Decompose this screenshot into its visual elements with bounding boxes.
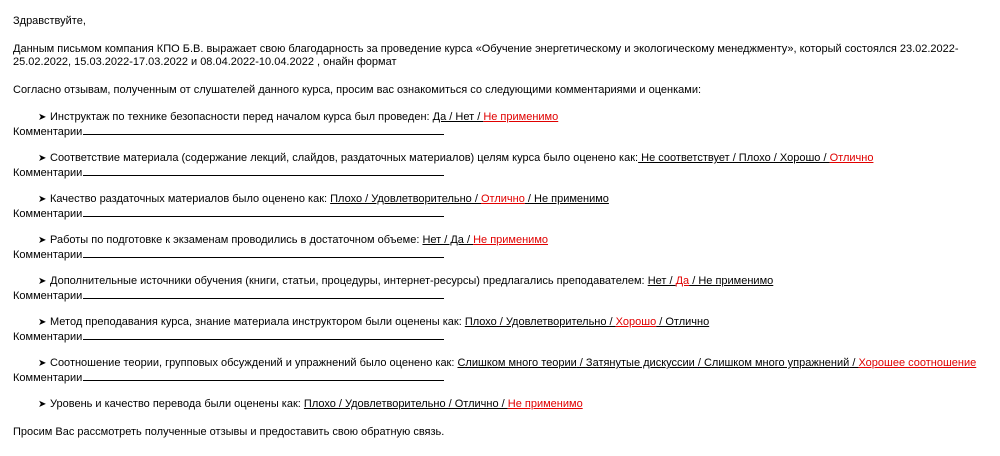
question-text: Инструктаж по технике безопасности перед началом курса был проведен: [50, 111, 433, 123]
feedback-question-5 [38, 275, 773, 288]
feedback-question-2 [38, 152, 873, 165]
comment-label: Комментарии [13, 208, 83, 220]
comment-blank-line [83, 165, 444, 176]
arrow-bullet-icon: ➤ [38, 235, 47, 246]
comment-row-5 [13, 288, 444, 303]
selected-answer: Хорошо [615, 316, 657, 328]
question-text: Соответствие материала (содержание лекций, слайдов, раздаточных материалов) целям курса было оценено как: [50, 152, 639, 164]
comment-row-4 [13, 247, 444, 262]
comment-blank-line [83, 288, 444, 299]
feedback-question-4 [38, 234, 548, 247]
intro-line-1: Данным письмом компания КПО Б.В. выражает свою благодарность за проведение курса «Обучение энергетическому и экологическому менеджменту», который состоялся 23.02.2022- [13, 43, 959, 55]
selected-answer: Не применимо [473, 234, 549, 246]
answer-options: Затянутые дискуссии / Слишком много упражнений [585, 357, 850, 369]
feedback-question-7 [38, 357, 976, 370]
answer-options: / [576, 357, 586, 369]
answer-options: / Не применимо [524, 193, 609, 205]
comment-blank-line [83, 370, 444, 381]
comment-blank-line [83, 124, 444, 135]
selected-answer: Не применимо [507, 398, 583, 410]
arrow-bullet-icon: ➤ [38, 276, 47, 287]
comment-row-2 [13, 165, 444, 180]
comment-blank-line [83, 329, 444, 340]
question-text: Качество раздаточных материалов было оценено как: [50, 193, 331, 205]
feedback-question-1 [38, 111, 558, 124]
feedback-question-3 [38, 193, 609, 206]
comment-label: Комментарии [13, 331, 83, 343]
answer-options: Нет / [647, 275, 676, 287]
question-text: Дополнительные источники обучения (книги, статьи, процедуры, интернет-ресурсы) предлагались преподавателем: [50, 275, 648, 287]
question-text: Работы по подготовке к экзаменам проводились в достаточном объеме: [50, 234, 423, 246]
comment-row-1 [13, 124, 444, 139]
feedback-question-8 [38, 398, 583, 411]
answer-options: Плохо / Удовлетворительно / Отлично / [303, 398, 508, 410]
arrow-bullet-icon: ➤ [38, 399, 47, 410]
answer-options: Слишком много теории [457, 357, 577, 369]
arrow-bullet-icon: ➤ [38, 153, 47, 164]
answer-options: / [849, 357, 859, 369]
comment-row-3 [13, 206, 444, 221]
arrow-bullet-icon: ➤ [38, 317, 47, 328]
feedback-question-6 [38, 316, 709, 329]
comment-label: Комментарии [13, 290, 83, 302]
answer-options: / Не применимо [689, 275, 774, 287]
intro-line-2: 25.02.2022, 15.03.2022-17.03.2022 и 08.04.2022-10.04.2022 , онайн формат [13, 56, 397, 68]
arrow-bullet-icon: ➤ [38, 194, 47, 205]
selected-answer: Отлично [480, 193, 525, 205]
lead-text: Согласно отзывам, полученным от слушателей данного курса, просим вас ознакомиться со следующими комментариями и оценками: [13, 84, 702, 96]
comment-blank-line [83, 206, 444, 217]
selected-answer: Да [675, 275, 690, 287]
question-text: Метод преподавания курса, знание материала инструктором были оценены как: [50, 316, 465, 328]
answer-options: Нет / Да / [422, 234, 474, 246]
answer-options: Не соответствует / Плохо / Хорошо / [638, 152, 830, 164]
comment-label: Комментарии [13, 372, 83, 384]
comment-label: Комментарии [13, 249, 83, 261]
answer-options: Плохо / Удовлетворительно / [464, 316, 616, 328]
selected-answer: Хорошее соотношение [858, 357, 977, 369]
comment-blank-line [83, 247, 444, 258]
answer-options: / Отлично [656, 316, 710, 328]
comment-row-7 [13, 370, 444, 385]
selected-answer: Отлично [829, 152, 874, 164]
answer-options: Плохо / Удовлетворительно / [330, 193, 481, 205]
comment-row-6 [13, 329, 444, 344]
answer-options: Да / Нет / [432, 111, 484, 123]
comment-label: Комментарии [13, 167, 83, 179]
arrow-bullet-icon: ➤ [38, 112, 47, 123]
selected-answer: Не применимо [483, 111, 559, 123]
question-text: Соотношение теории, групповых обсуждений и упражнений было оценено как: [50, 357, 458, 369]
greeting: Здравствуйте, [13, 15, 86, 27]
comment-label: Комментарии [13, 126, 83, 138]
question-text: Уровень и качество перевода были оценены как: [50, 398, 304, 410]
arrow-bullet-icon: ➤ [38, 358, 47, 369]
closing-text: Просим Вас рассмотреть полученные отзывы и предоставить свою обратную связь. [13, 426, 445, 438]
